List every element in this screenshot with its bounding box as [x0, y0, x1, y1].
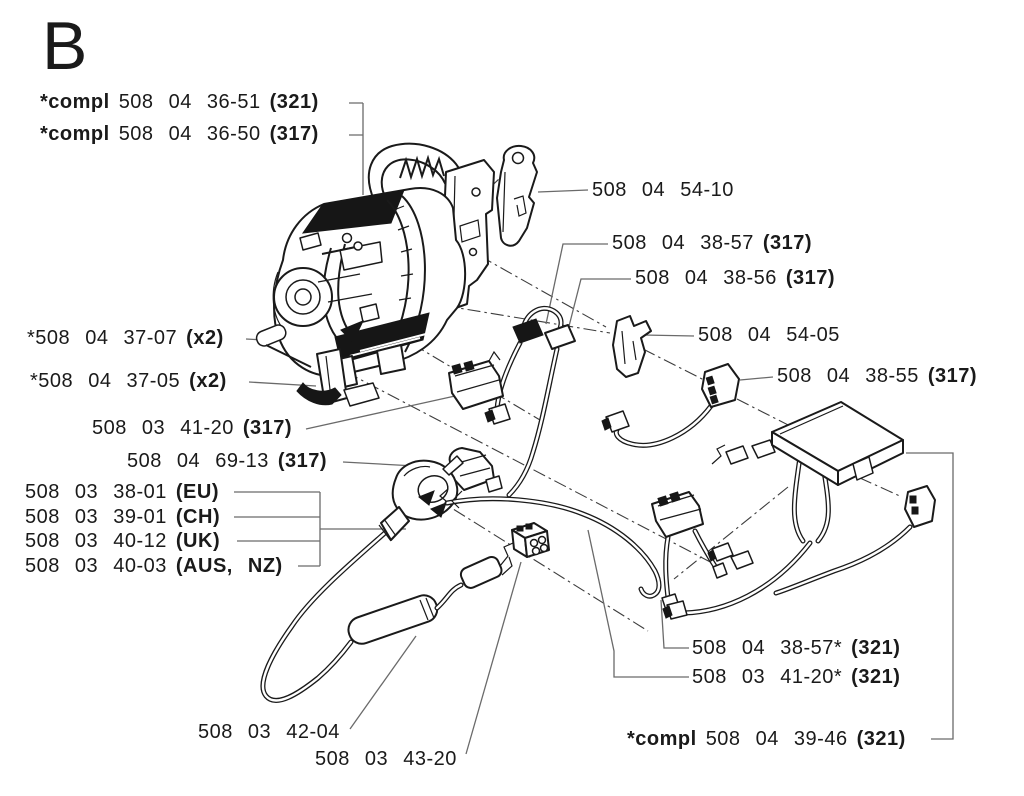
part-label-compl-508-04-36-51 [40, 91, 319, 113]
part-model-ref: (321) [856, 728, 906, 750]
part-model-ref: (317) [269, 123, 319, 145]
part-label-508-03-42-04 [198, 721, 340, 743]
part-label-compl-508-04-36-50 [40, 123, 319, 145]
microswitch-41-20-317 [449, 352, 503, 409]
power-cord [263, 456, 513, 701]
part-region: (EU) [175, 481, 219, 503]
connector-43-20 [512, 523, 549, 557]
part-model-ref: (321) [851, 666, 901, 688]
part-quantity: (x2) [189, 370, 227, 392]
part-label-508-04-38-57-317 [612, 232, 812, 254]
part-label-508-03-41-20-321 [692, 666, 900, 688]
part-label-cord-ch [25, 506, 220, 528]
part-number: *508 04 37-07 [27, 327, 178, 349]
part-model-ref: (317) [277, 450, 328, 472]
part-number: 508 04 54-05 [698, 324, 840, 346]
connector-38-55 [602, 364, 739, 445]
part-number: 508 04 39-46 [705, 728, 848, 750]
part-region: (UK) [175, 530, 221, 552]
part-number: 508 04 38-55 [777, 365, 919, 387]
part-label-508-04-54-05 [698, 324, 840, 346]
part-number: 508 03 40-03 [25, 555, 167, 577]
part-label-508-04-37-07 [27, 327, 224, 349]
part-number: 508 03 38-01 [25, 481, 167, 503]
part-label-508-04-54-10 [592, 179, 734, 201]
bracket-54-05 [613, 316, 651, 377]
part-region: (CH) [175, 506, 221, 528]
section-letter: B [42, 8, 88, 84]
part-quantity: (x2) [186, 327, 224, 349]
part-model-ref: (321) [269, 91, 319, 113]
part-model-ref: (317) [242, 417, 293, 439]
motor-assembly [273, 144, 494, 390]
part-qualifier: *compl [40, 91, 110, 113]
part-number: 508 03 42-04 [198, 721, 340, 743]
part-label-508-04-37-05 [30, 370, 227, 392]
part-number: 508 04 36-50 [118, 123, 261, 145]
part-number: 508 04 38-56 [635, 267, 777, 289]
part-label-508-04-38-55-317 [777, 365, 977, 387]
part-number: 508 04 38-57* [692, 637, 843, 659]
part-qualifier: *compl [627, 728, 697, 750]
part-model-ref: (317) [927, 365, 978, 387]
part-model-ref: (321) [851, 637, 901, 659]
part-number: 508 03 41-20* [692, 666, 843, 688]
part-number: 508 03 41-20 [92, 417, 234, 439]
part-number: 508 03 39-01 [25, 506, 167, 528]
part-number: 508 03 43-20 [315, 748, 457, 770]
part-label-508-04-69-13-317 [127, 450, 327, 472]
part-label-508-04-38-57-321 [692, 637, 900, 659]
bracket-54-10 [497, 146, 537, 246]
harness-38-56-57 [485, 308, 575, 495]
part-number: 508 04 54-10 [592, 179, 734, 201]
part-model-ref: (317) [762, 232, 813, 254]
part-number: 508 03 40-12 [25, 530, 167, 552]
part-label-compl-508-04-39-46 [627, 728, 906, 750]
part-number: *508 04 37-05 [30, 370, 181, 392]
part-number: 508 04 69-13 [127, 450, 269, 472]
part-qualifier: *compl [40, 123, 110, 145]
part-label-508-03-43-20 [315, 748, 457, 770]
part-number: 508 04 38-57 [612, 232, 754, 254]
part-model-ref: (317) [785, 267, 836, 289]
part-label-508-03-41-20-317 [92, 417, 292, 439]
part-label-cord-uk [25, 530, 220, 552]
part-label-508-04-38-56-317 [635, 267, 835, 289]
part-number: 508 04 36-51 [118, 91, 261, 113]
part-label-cord-eu [25, 481, 219, 503]
part-label-cord-aus-nz [25, 555, 283, 577]
terminals-under-box [712, 440, 775, 464]
part-region: (AUS, NZ) [175, 555, 283, 577]
